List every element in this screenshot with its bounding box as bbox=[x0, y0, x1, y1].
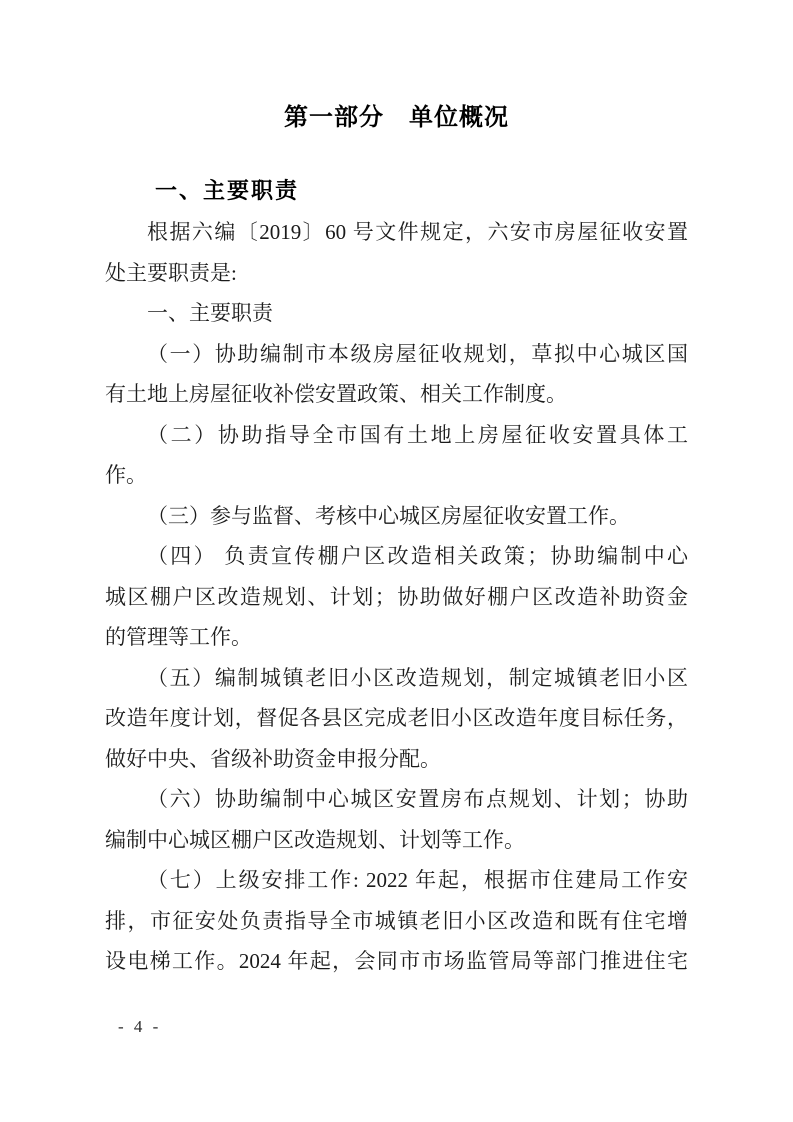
body-line: 作。 bbox=[105, 463, 147, 487]
body-line: （二）协助指导全市国有土地上房屋征收安置具体工 bbox=[147, 422, 688, 447]
body-line: （五）编制城镇老旧小区改造规划，制定城镇老旧小区 bbox=[147, 665, 688, 690]
body-line: （三）参与监督、考核中心城区房屋征收安置工作。 bbox=[147, 503, 630, 528]
body-line: 处主要职责是: bbox=[105, 260, 237, 285]
page-number: - 4 - bbox=[118, 1017, 162, 1036]
section-title: 第一部分 单位概况 bbox=[284, 103, 509, 131]
body-line: 有土地上房屋征收补偿安置政策、相关工作制度。 bbox=[105, 382, 567, 406]
body-line: 城区棚户区改造规划、计划；协助做好棚户区改造补助资金 bbox=[105, 584, 688, 609]
body-line: （七）上级安排工作: 2022 年起，根据市住建局工作安 bbox=[147, 868, 688, 892]
body-line: 编制中心城区棚户区改造规划、计划等工作。 bbox=[105, 827, 525, 852]
heading-main-duties: 一、主要职责 bbox=[155, 179, 300, 204]
body-line: 的管理等工作。 bbox=[105, 625, 252, 649]
body-line: 根据六编〔2019〕60 号文件规定，六安市房屋征收安置 bbox=[147, 220, 688, 244]
body-line: 一、主要职责 bbox=[147, 301, 273, 325]
body-line: （六）协助编制中心城区安置房布点规划、计划；协助 bbox=[147, 787, 688, 811]
body-line: 排，市征安处负责指导全市城镇老旧小区改造和既有住宅增 bbox=[105, 908, 688, 933]
body-line: 做好中央、省级补助资金申报分配。 bbox=[105, 746, 441, 771]
body-line: （一）协助编制市本级房屋征收规划，草拟中心城区国 bbox=[147, 341, 688, 366]
body-line: 设电梯工作。2024 年起，会同市市场监管局等部门推进住宅 bbox=[105, 949, 688, 973]
body-line: （四） 负责宣传棚户区改造相关政策；协助编制中心 bbox=[147, 544, 688, 568]
document-body bbox=[105, 212, 688, 982]
body-line: 改造年度计划，督促各县区完成老旧小区改造年度目标任务， bbox=[105, 706, 688, 730]
